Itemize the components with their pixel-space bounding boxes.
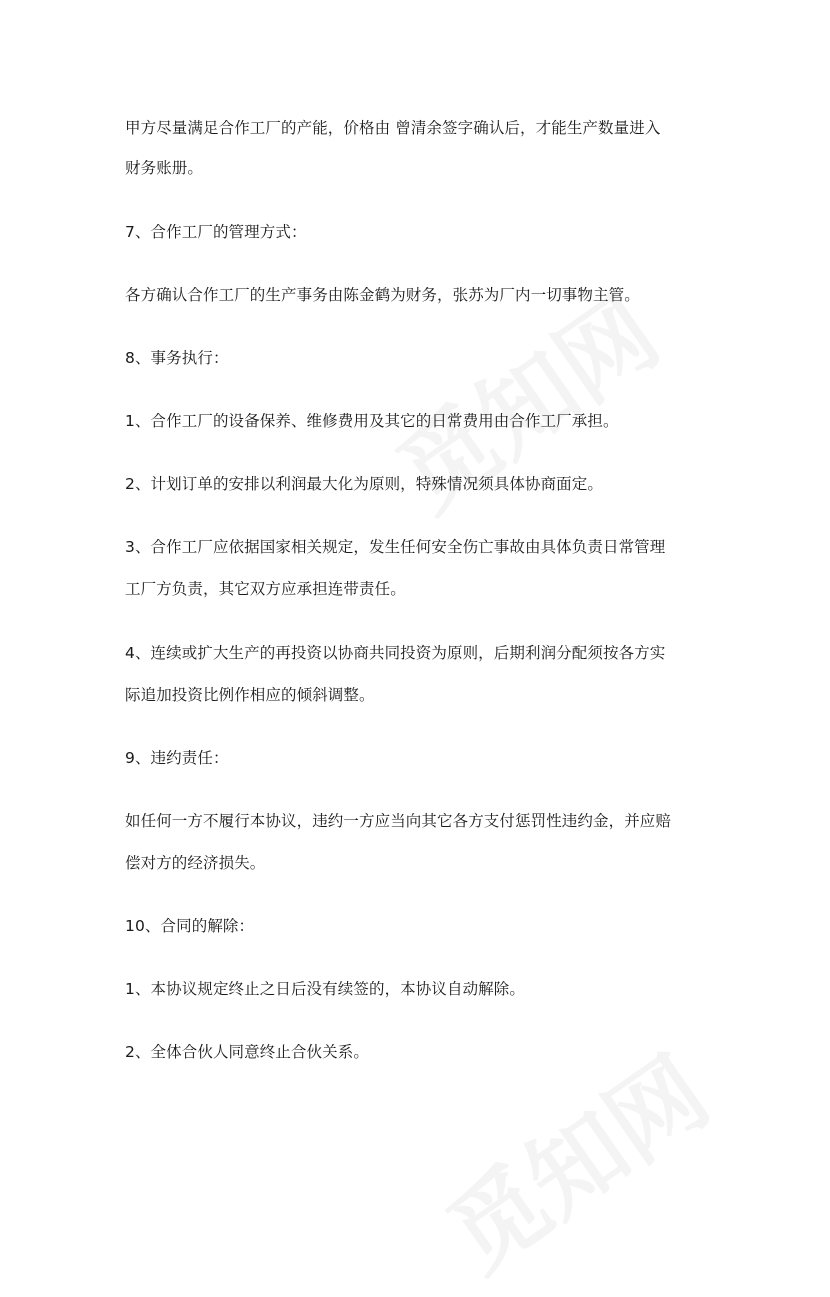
list-item-continuation: 工厂方负责，其它双方应承担连带责任。	[125, 580, 406, 598]
section-heading: 7、合作工厂的管理方式：	[125, 223, 307, 241]
paragraph-line: 财务账册。	[125, 159, 204, 177]
paragraph-line: 如任何一方不履行本协议，违约一方应当向其它各方支付惩罚性违约金，并应赔	[125, 812, 672, 830]
paragraph-line: 甲方尽量满足合作工厂的产能，价格由 曾清余签字确认后，才能生产数量进入	[125, 119, 661, 137]
paragraph-line: 各方确认合作工厂的生产事务由陈金鹤为财务，张苏为厂内一切事物主管。	[125, 286, 640, 304]
list-item: 3、合作工厂应依据国家相关规定，发生任何安全伤亡事故由具体负责日常管理	[125, 538, 666, 556]
list-item: 4、连续或扩大生产的再投资以协商共同投资为原则，后期利润分配须按各方实	[125, 644, 666, 662]
section-heading: 9、违约责任：	[125, 749, 229, 767]
section-heading: 8、事务执行：	[125, 349, 229, 367]
paragraph-line: 偿对方的经济损失。	[125, 854, 266, 872]
watermark	[417, 1020, 731, 1297]
list-item: 2、计划订单的安排以利润最大化为原则，特殊情况须具体协商面定。	[125, 475, 603, 493]
section-heading: 10、合同的解除：	[125, 917, 255, 935]
list-item-continuation: 际追加投资比例作相应的倾斜调整。	[125, 686, 375, 704]
list-item: 1、本协议规定终止之日后没有续签的，本协议自动解除。	[125, 980, 525, 998]
list-item: 1、合作工厂的设备保养、维修费用及其它的日常费用由合作工厂承担。	[125, 412, 619, 430]
list-item: 2、全体合伙人同意终止合伙关系。	[125, 1043, 369, 1061]
